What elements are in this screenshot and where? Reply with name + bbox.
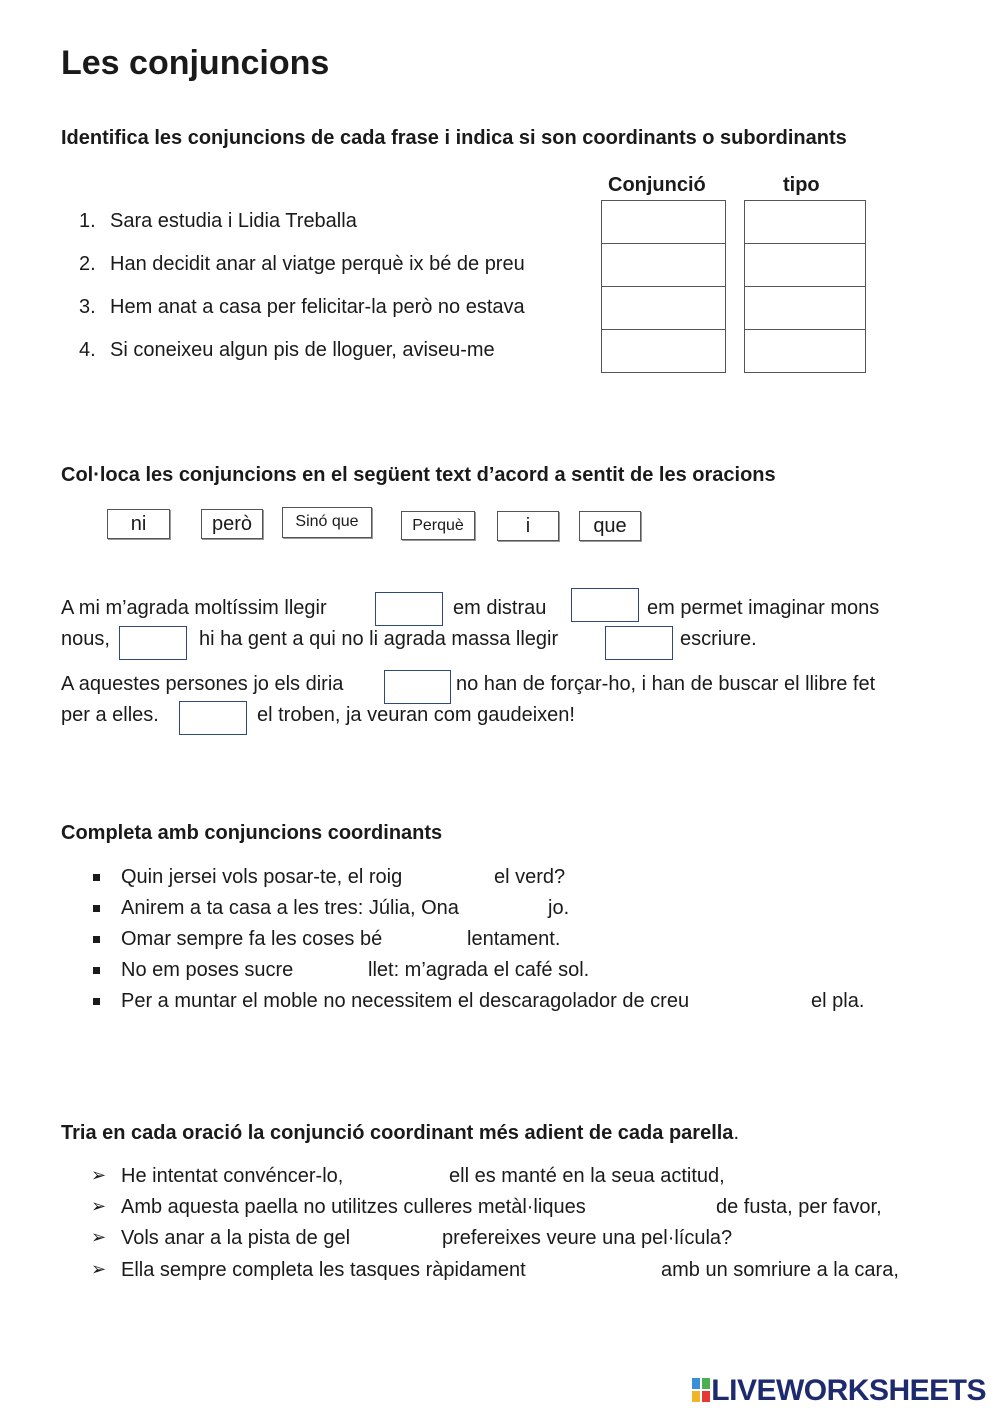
section2-heading: Col·loca les conjuncions en el següent text d’acord a sentit de les oracions — [61, 464, 776, 486]
answer-conjuncio-2[interactable] — [601, 243, 726, 287]
sentence-2: Han decidit anar al viatge perquè ix bé de preu — [110, 253, 525, 275]
drag-chip-i[interactable]: i — [497, 511, 559, 541]
section3-heading: Completa amb conjuncions coordinants — [61, 822, 443, 844]
exercise-text: Vols anar a la pista de gel — [121, 1227, 351, 1249]
answer-conjuncio-3[interactable] — [601, 286, 726, 330]
exercise-text: Amb aquesta paella no utilitzes culleres metàl·liques — [121, 1196, 586, 1218]
liveworksheets-logo[interactable]: LIVEWORKSHEETS — [711, 1374, 986, 1407]
exercise-text: de fusta, per favor, — [716, 1196, 882, 1218]
paragraph1-text: em distrau — [453, 597, 547, 619]
paragraph1-text: em permet imaginar mons — [647, 597, 880, 619]
exercise-text: el pla. — [811, 990, 865, 1012]
answer-tipo-3[interactable] — [744, 286, 866, 330]
paragraph2-text: el troben, ja veuran com gaudeixen! — [257, 704, 575, 726]
list-number: 1. — [79, 210, 96, 232]
sentence-4: Si coneixeu algun pis de lloguer, aviseu-me — [110, 339, 495, 361]
column-header-conjuncio: Conjunció — [608, 174, 706, 196]
square-bullet-icon — [93, 967, 100, 974]
drag-chip-que[interactable]: que — [579, 511, 641, 541]
paragraph2-text: no han de forçar-ho, i han de buscar el llibre fet — [456, 673, 876, 695]
exercise-text: He intentat convéncer-lo, — [121, 1165, 344, 1187]
section1-heading: Identifica les conjuncions de cada frase i indica si son coordinants o subordinants — [61, 127, 847, 149]
exercise-text: Per a muntar el moble no necessitem el descaragolador de creu — [121, 990, 690, 1012]
paragraph1-text: escriure. — [680, 628, 757, 650]
list-number: 2. — [79, 253, 96, 275]
drop-target-3[interactable] — [119, 626, 187, 660]
answer-tipo-4[interactable] — [744, 329, 866, 373]
drop-target-2[interactable] — [571, 588, 639, 622]
drop-target-6[interactable] — [179, 701, 247, 735]
paragraph1-text: hi ha gent a qui no li agrada massa llegir — [199, 628, 559, 650]
answer-tipo-2[interactable] — [744, 243, 866, 287]
exercise-text: Quin jersei vols posar-te, el roig — [121, 866, 403, 888]
answer-tipo-1[interactable] — [744, 200, 866, 244]
arrow-bullet-icon: ➢ — [91, 1227, 107, 1247]
answer-conjuncio-1[interactable] — [601, 200, 726, 244]
exercise-text: jo. — [548, 897, 570, 919]
drag-chip-perque[interactable]: Perquè — [401, 511, 475, 540]
paragraph2-text: A aquestes persones jo els diria — [61, 673, 344, 695]
paragraph1-text: nous, — [61, 628, 110, 650]
exercise-text: Ella sempre completa les tasques ràpidament — [121, 1259, 526, 1281]
paragraph1-text: A mi m’agrada moltíssim llegir — [61, 597, 327, 619]
drop-target-4[interactable] — [605, 626, 673, 660]
drag-chip-ni[interactable]: ni — [107, 509, 170, 539]
square-bullet-icon — [93, 998, 100, 1005]
paragraph2-text: per a elles. — [61, 704, 159, 726]
list-number: 3. — [79, 296, 96, 318]
exercise-text: No em poses sucre — [121, 959, 294, 981]
sentence-1: Sara estudia i Lidia Treballa — [110, 210, 357, 232]
column-header-tipo: tipo — [783, 174, 820, 196]
exercise-text: amb un somriure a la cara, — [661, 1259, 899, 1281]
list-number: 4. — [79, 339, 96, 361]
sentence-3: Hem anat a casa per felicitar-la però no estava — [110, 296, 525, 318]
exercise-text: lentament. — [467, 928, 561, 950]
arrow-bullet-icon: ➢ — [91, 1196, 107, 1216]
exercise-text: prefereixes veure una pel·lícula? — [442, 1227, 733, 1249]
square-bullet-icon — [93, 936, 100, 943]
exercise-text: Anirem a ta casa a les tres: Júlia, Ona — [121, 897, 459, 919]
section4-heading — [61, 1122, 739, 1145]
liveworksheets-logo-icon — [692, 1378, 710, 1402]
square-bullet-icon — [93, 874, 100, 881]
exercise-text: el verd? — [494, 866, 566, 888]
exercise-text: ell es manté en la seua actitud, — [449, 1165, 725, 1187]
drop-target-5[interactable] — [384, 670, 451, 704]
square-bullet-icon — [93, 905, 100, 912]
arrow-bullet-icon: ➢ — [91, 1259, 107, 1279]
arrow-bullet-icon: ➢ — [91, 1165, 107, 1185]
section4-heading-text: Tria en cada oració la conjunció coordinant més adient de cada parella — [61, 1122, 734, 1144]
section4-heading-period: . — [733, 1122, 739, 1144]
answer-conjuncio-4[interactable] — [601, 329, 726, 373]
drop-target-1[interactable] — [375, 592, 443, 626]
exercise-text: Omar sempre fa les coses bé — [121, 928, 383, 950]
drag-chip-sino-que[interactable]: Sinó que — [282, 507, 372, 538]
exercise-text: llet: m’agrada el café sol. — [368, 959, 590, 981]
page-title: Les conjuncions — [61, 44, 330, 82]
drag-chip-pero[interactable]: però — [201, 509, 263, 539]
